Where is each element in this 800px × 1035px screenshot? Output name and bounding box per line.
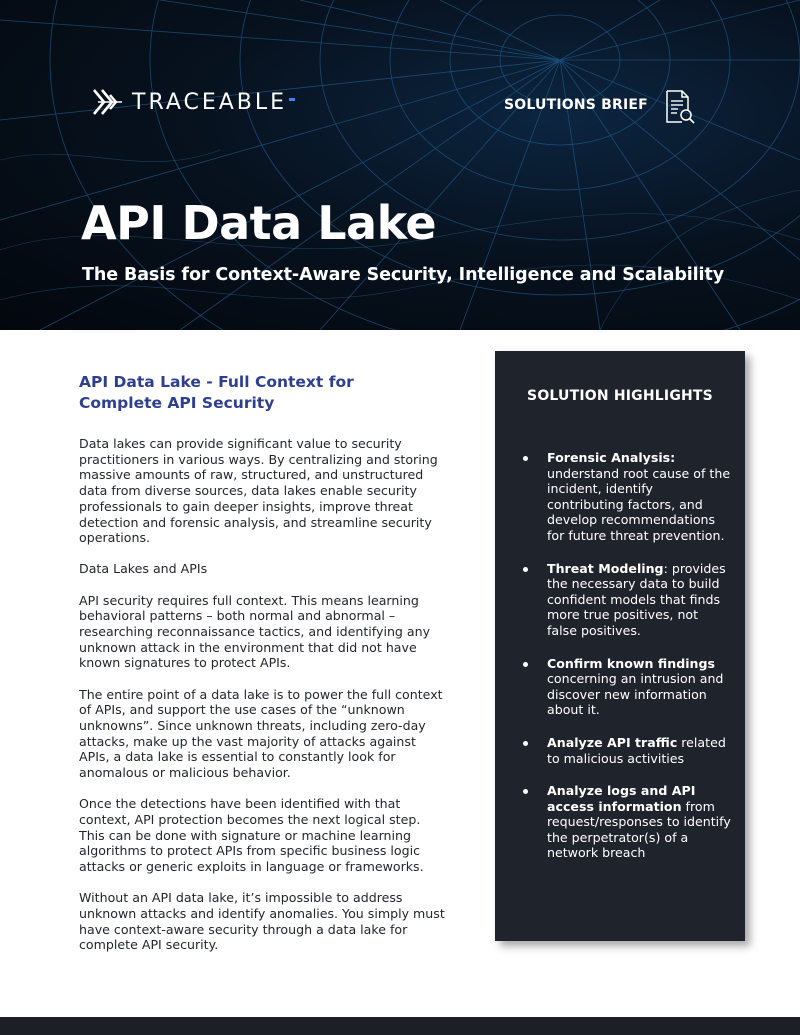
page-title: API Data Lake (81, 196, 437, 250)
bullet-icon (523, 789, 528, 794)
highlight-bold: Analyze logs and API access information (547, 783, 696, 814)
highlight-bold: Analyze API traffic (547, 734, 678, 750)
document-search-icon (664, 89, 696, 125)
highlight-text (547, 450, 731, 544)
highlight-text (547, 735, 731, 766)
traceable-logo (92, 86, 295, 118)
highlight-body: understand root cause of the incident, identify contributing factors, and develop recommendations for future threat prevention. (547, 465, 731, 543)
solutions-brief-label: SOLUTIONS BRIEF (504, 97, 648, 113)
section-heading-line-1: API Data Lake - Full Context for (79, 373, 354, 391)
highlight-text (547, 783, 731, 861)
highlight-body: related to malicious activities (547, 734, 726, 766)
sidebar-title: SOLUTION HIGHLIGHTS (527, 388, 713, 404)
highlight-bold: Forensic Analysis: (547, 450, 676, 465)
traceable-logo-icon (92, 86, 126, 118)
main-content (79, 372, 447, 969)
highlight-item (495, 656, 745, 718)
highlight-text (547, 561, 731, 639)
highlight-text (547, 656, 731, 718)
brand-name: TRACEABLE (132, 89, 288, 115)
intro-paragraph: Data lakes can provide significant value to security practitioners in various ways. By centralizing and storing massive amounts of raw, structured, and unstructured data from diverse sources, data lakes enable security professionals to gain deeper insights, improve threat detection and forensic analysis, and streamline security operations. (79, 436, 438, 546)
bullet-icon (523, 567, 528, 572)
section-heading-line-2: Complete API Security (79, 394, 275, 412)
hero-banner (0, 0, 800, 330)
highlight-bold: Threat Modeling (547, 560, 664, 576)
highlight-item (495, 561, 745, 639)
subsection-heading: Data Lakes and APIs (79, 561, 208, 577)
bullet-icon (523, 456, 528, 461)
highlight-item (495, 783, 745, 861)
page-subtitle: The Basis for Context-Aware Security, Intelligence and Scalability (82, 265, 725, 285)
highlight-body: concerning an intrusion and discover new information about it. (547, 671, 724, 718)
body-paragraph: The entire point of a data lake is to power the full context of APIs, and support the use cases of the “unknown unknowns”. Since unknown threats, including zero-day attacks, make up the vast majority of attacks against APIs, a data lake is essential to constantly look for anomalous or malicious behavior. (79, 686, 443, 781)
highlight-body: : provides the necessary data to build confident models that finds more true positives, not false positives. (547, 560, 726, 638)
footer-bar (0, 1017, 800, 1035)
highlight-item (495, 735, 745, 766)
bullet-icon (523, 741, 528, 746)
body-paragraph: Once the detections have been identified with that context, API protection becomes the next logical step. This can be done with signature or machine learning algorithms to protect APIs from specific business logic attacks or generic exploits in language or frameworks. (79, 796, 424, 875)
bullet-icon (523, 662, 528, 667)
highlight-item (495, 450, 745, 544)
brand-accent-mark (289, 98, 295, 101)
body-paragraph: Without an API data lake, it’s impossible to address unknown attacks and identify anomalies. You simply must have context-aware security through a data lake for complete API security. (79, 890, 445, 953)
solution-highlights-panel (495, 351, 745, 941)
body-paragraph: API security requires full context. This means learning behavioral patterns – both normal and abnormal – researching reconnaissance tactics, and identifying any unknown attack in the environment that did not have known signatures to protect APIs. (79, 592, 431, 671)
section-heading (79, 372, 447, 414)
highlight-bold: Confirm known findings (547, 655, 715, 671)
highlights-list (495, 450, 745, 878)
highlight-body: from request/responses to identify the perpetrator(s) of a network breach (547, 798, 731, 861)
